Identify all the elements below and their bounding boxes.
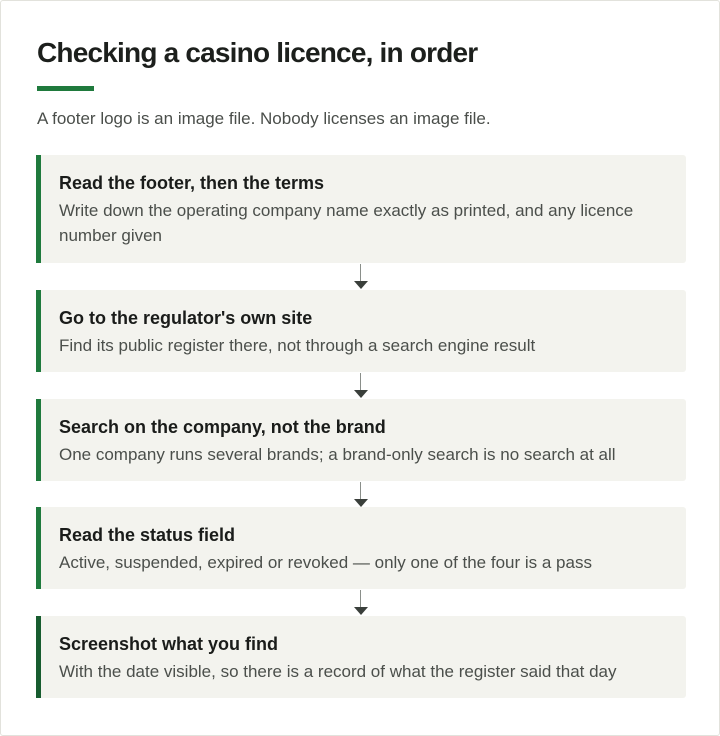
flow-arrow-3	[354, 482, 368, 507]
step-title: Read the status field	[59, 525, 236, 545]
flow-arrow-2	[354, 373, 368, 398]
step-title: Screenshot what you find	[59, 634, 279, 654]
step-title: Search on the company, not the brand	[59, 417, 386, 437]
title-underline	[37, 86, 94, 91]
step-card-4	[36, 507, 686, 589]
arrow-down-icon	[354, 499, 368, 507]
step-description: One company runs several brands; a brand-only search is no search at all	[59, 445, 616, 464]
page-subtitle: A footer logo is an image file. Nobody licenses an image file.	[37, 109, 491, 128]
step-title: Read the footer, then the terms	[59, 173, 325, 193]
step-card-2	[36, 290, 686, 372]
step-description: Find its public register there, not through a search engine result	[59, 336, 536, 355]
step-card-5	[36, 616, 686, 698]
connector-line	[360, 590, 361, 608]
step-card-1	[36, 155, 686, 263]
step-title: Go to the regulator's own site	[59, 308, 313, 328]
step-description: Active, suspended, expired or revoked — only one of the four is a pass	[59, 553, 592, 572]
arrow-down-icon	[354, 390, 368, 398]
arrow-down-icon	[354, 281, 368, 289]
connector-line	[360, 482, 361, 500]
connector-line	[360, 373, 361, 391]
step-description: Write down the operating company name exactly as printed, and any licence number given	[59, 201, 634, 245]
connector-line	[360, 264, 361, 282]
step-description: With the date visible, so there is a record of what the register said that day	[59, 662, 617, 681]
flow-arrow-1	[354, 264, 368, 289]
flow-arrow-4	[354, 590, 368, 615]
step-card-3	[36, 399, 686, 481]
page-title: Checking a casino licence, in order	[37, 37, 478, 68]
arrow-down-icon	[354, 607, 368, 615]
